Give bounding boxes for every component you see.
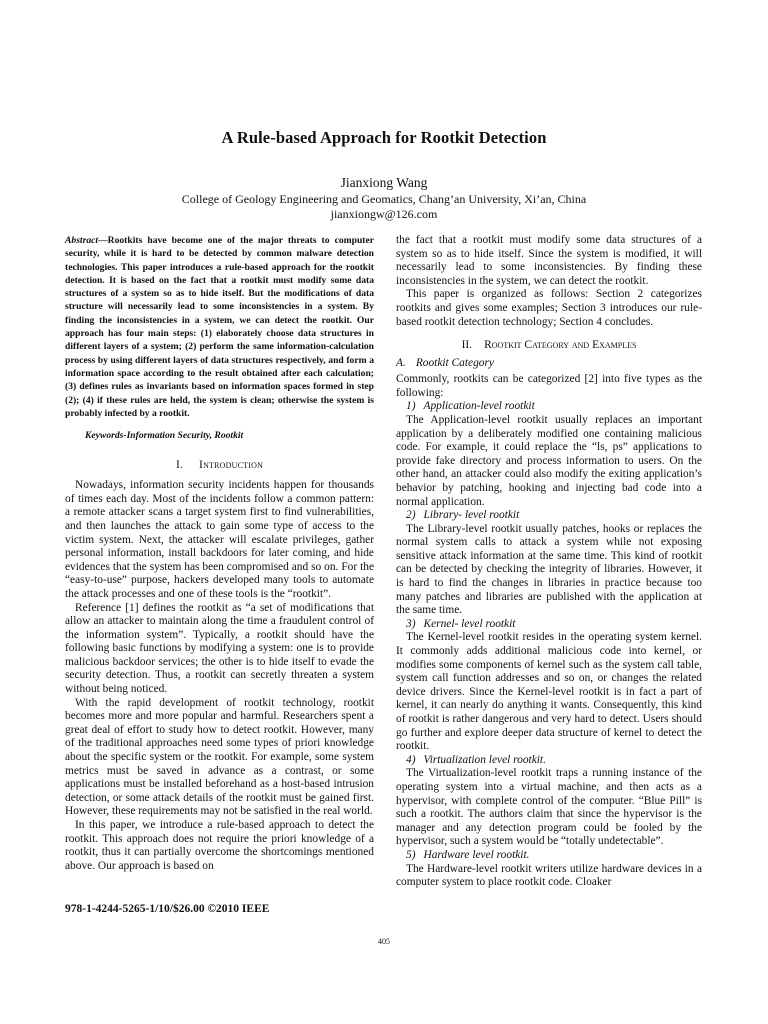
item-text-1: The Application-level rootkit usually replaces an important application by a deliberately modified one containing malicious code. For example, it could replace the “ls, ps” applications to provide fake directory and process information to users. On the other hand, an attacker could also modify the exiting application’s behavior by patching, hooking and injecting bad code into a normal application. <box>396 413 702 508</box>
subsection-label: A. <box>396 357 406 370</box>
item-heading-2 <box>406 509 702 523</box>
abstract <box>65 234 374 420</box>
right-paragraph-1: the fact that a rootkit must modify some data structures of a system so as to hide itself. Since the system is modified, it will necessarily lead to some inconsistencies. By finding these inconsistencies in the system, we can detect the rootkit. <box>396 234 702 287</box>
right-paragraph-2: This paper is organized as follows: Section 2 categorizes rootkits and gives some examples; Section 3 introduces our rule-based rootkit detection technology; Section 4 concludes. <box>396 288 702 328</box>
intro-paragraph-2: Reference [1] defines the rootkit as “a set of modifications that allow an attacker to maintain along the time a fraudulent control of the information system”. Typically, a rootkit should have the following basic functions by modifying a system: one is to provide malicious backdoor services; the other is to hide itself to evade the security detection. Thus, a rootkit can secretly threaten a system without being noticed. <box>65 601 374 696</box>
section-title: Rootkit Category and Examples <box>484 339 637 352</box>
item-heading-3 <box>406 618 702 632</box>
author-name: Jianxiong Wang <box>340 175 428 190</box>
item-number: 3) <box>406 617 416 630</box>
paper-title: A Rule-based Approach for Rootkit Detection <box>221 128 547 147</box>
section-heading-category <box>396 339 702 351</box>
intro-paragraph-1: Nowadays, information security incidents happen for thousands of times each day. Most of the incidents follow a common pattern: a remote attacker scans a target system first to find vulnerabilities, and then launches the attack to gain some type of access to the victim system. Next, the attacker will escalate privileges, gather personal information, install backdoors for later coming, and hide evidences that the system has been compromised and so on. For the “easy-to-use” purpose, hackers developed many tools to automate the attack processes and one of these tools is the “rootkit”. <box>65 479 374 600</box>
subsection-heading <box>396 357 702 369</box>
author-email: jianxiongw@126.com <box>330 207 438 221</box>
intro-paragraph-4: In this paper, we introduce a rule-based approach to detect the rootkit. This approach does not require the priori knowledge of a rootkit, thus it can partially overcome the shortcomings mentioned above. Our approach is based on <box>65 819 374 872</box>
abstract-lead: Abstract <box>65 235 99 246</box>
section-title: Introduction <box>199 459 264 472</box>
subsection-title: Rootkit Category <box>415 357 494 370</box>
item-heading-4 <box>406 754 702 768</box>
section-number: I. <box>175 459 184 472</box>
page-number: 405 <box>378 937 390 946</box>
item-title: Hardware level rootkit. <box>423 848 530 861</box>
item-number: 5) <box>406 848 416 861</box>
section-number: II. <box>461 339 473 352</box>
item-text-4: The Virtualization-level rootkit traps a running instance of the operating system into a virtual machine, and then acts as a hypervisor, with complete control of the computer. “Blue Pill” is such a rootkit. The authors claim that since the hypervisor is the manager and any detection program could be fooled by the hypervisor, such a system would be “totally undetectable”. <box>396 767 702 848</box>
item-number: 1) <box>406 400 416 413</box>
item-number: 4) <box>406 753 416 766</box>
footer-isbn: 978-1-4244-5265-1/10/$26.00 ©2010 IEEE <box>65 903 270 915</box>
right-column <box>396 234 702 890</box>
item-number: 2) <box>406 509 416 522</box>
item-text-3: The Kernel-level rootkit resides in the operating system kernel. It commonly adds additional malicious code into kernel, or modifies some components of kernel such as the system call table, system call function addresses and so on, or changes the related device drivers. Since the Kernel-level rootkit is in fact a part of kernel, it can nearly do anything it wants. Consequently, this kind of rootkit is rather dangerous and very hard to detect. Users should go further and explore deeper data structure of kernel to detect the rootkit. <box>396 631 702 753</box>
item-title: Kernel- level rootkit <box>423 617 516 630</box>
left-column <box>65 234 374 873</box>
intro-paragraph-3: With the rapid development of rootkit technology, rootkit becomes more and more popular and harmful. Researchers spent a great deal of effort to study how to detect rootkit. However, many of the traditional approaches need some types of priori knowledge about the specific system or the rootkit. For example, some system metrics must be saved in advance as a contrast, or some applications must be installed beforehand as a host-based intrusion detection, or some attack details of the rootkit must be gained first. However, these requirements may not be satisfied in the real world. <box>65 696 374 818</box>
item-title: Application-level rootkit <box>423 400 535 413</box>
author-affiliation: College of Geology Engineering and Geomatics, Chang’an University, Xi’an, China <box>181 192 587 206</box>
abstract-text: —Rootkits have become one of the major threats to computer security, while it is hard to be detected by common malware detection technologies. This paper introduces a rule-based approach for the rootkit detection. It is based on the fact that a rootkit must modify some data structures of a system so as to hide itself. But the modifications of data structure will necessarily lead to some inconsistencies in a system. By finding the inconsistencies in a system, we can detect the rootkit. Our approach has four main steps: (1) elaborately choose data structures in different layers of a system; (2) perform the same information-calculation process by using different layers of data structures respectively, and form a information space according to the result obtained after each calculation; (3) defines rules as invariants based on information spaces formed in step (2); (4) if these rules are held, the system is clean; otherwise the system is probably infected by a rootkit. <box>65 235 374 419</box>
keywords: Keywords-Information Security, Rootkit <box>85 430 244 442</box>
item-heading-5 <box>406 849 702 863</box>
item-text-5: The Hardware-level rootkit writers utilize hardware devices in a computer system to place rootkit code. Cloaker <box>396 862 702 889</box>
item-heading-1 <box>406 400 702 414</box>
section-heading-introduction <box>65 459 374 471</box>
item-text-2: The Library-level rootkit usually patches, hooks or replaces the normal system calls to attack a system while not exposing sensitive attack information at the same time. This kind of rootkit can be detected by checking the integrity of libraries. However, it is hard to find the changes in libraries in practice because too many patches and libraries are published with the application at the same time. <box>396 522 702 617</box>
category-intro: Commonly, rootkits can be categorized [2] into five types as the following: <box>396 373 702 399</box>
item-title: Virtualization level rootkit. <box>423 753 546 766</box>
item-title: Library- level rootkit <box>423 509 520 522</box>
